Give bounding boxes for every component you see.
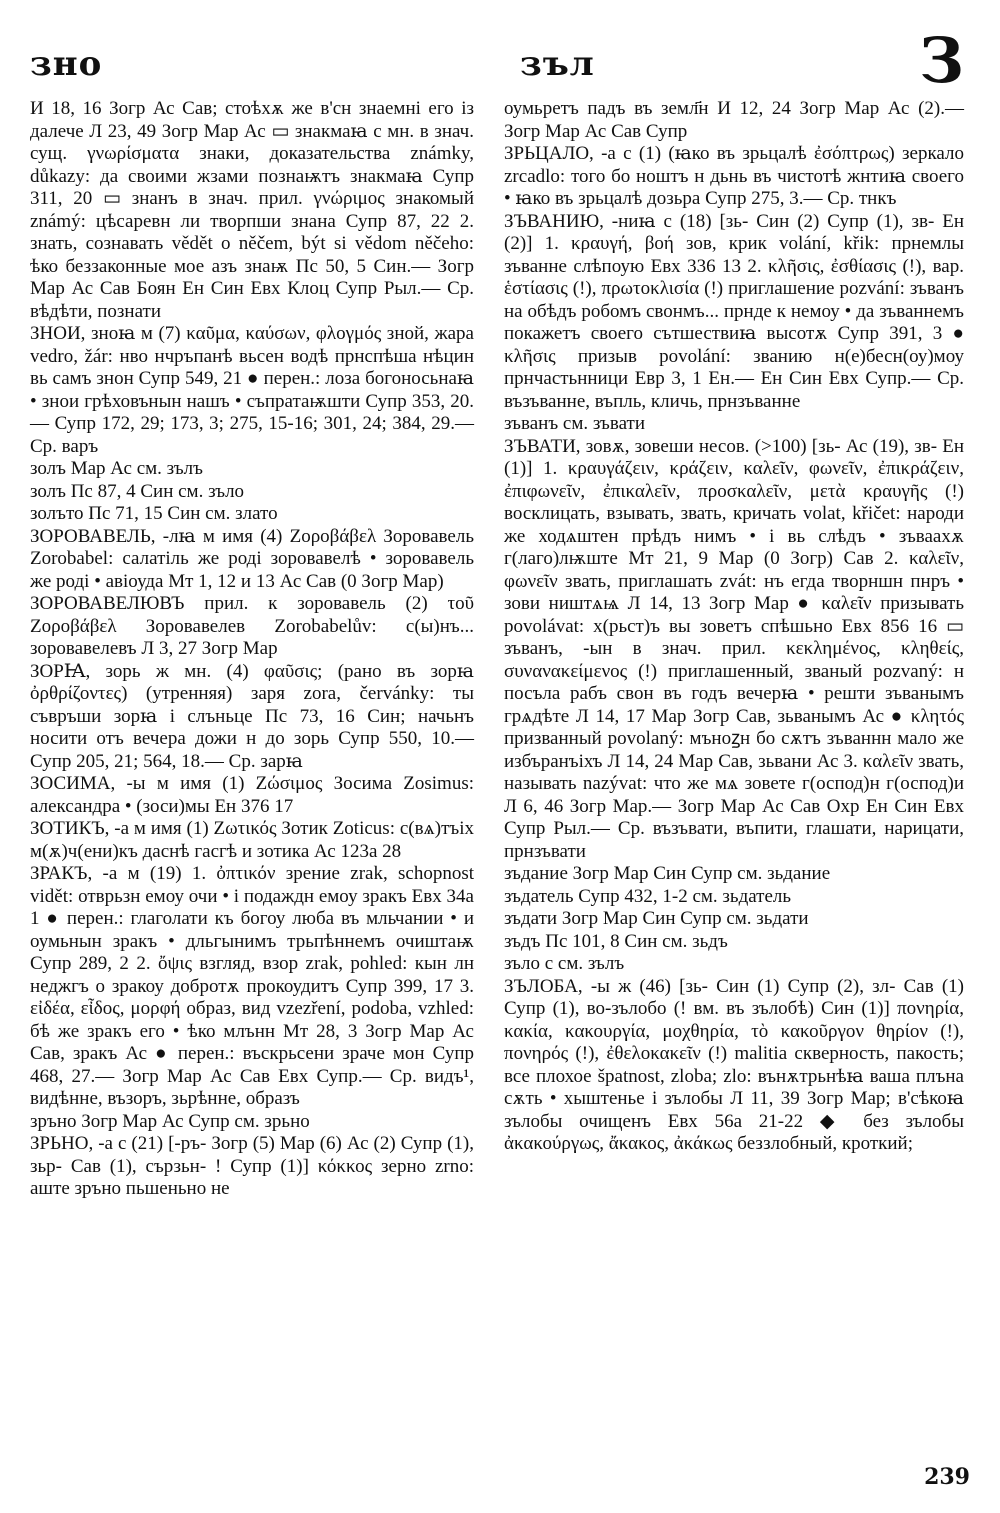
entry-crossref: золъто Пс 71, 15 Син см. злато bbox=[30, 503, 278, 524]
entry-zrno: ЗРЬНО, -а с (21) [-ръ- Зогр (5) Мар (6) Ас (2) Супр (1), зьр- Сав (1), сързьн- ! Супр (1)] κόκκος зерно zrno: аште зръно пьшеньно не bbox=[30, 1133, 474, 1199]
left-column bbox=[30, 98, 474, 1201]
entry-zorya: ЗОРꙖ, зорь ж мн. (4) φαῦσις; (рано въ зорꙗ ὀρθρίζοντες) (утренняя) заря zora, červánky: ты съвръши зорꙗ і слъньце Пс 73, 16 Син; начьнъ носити отъ вечера дожи н до зорь Супр 550, 10.— Супр 205, 21; 564, 18.— Ср. зарꙗ bbox=[30, 660, 474, 772]
entry-crossref: зъдати Зогр Мар Син Супр см. зьдати bbox=[504, 908, 809, 929]
entry-zotik: ЗОТИКЪ, -а м имя (1) Ζωτικός Зотик Zoticus: с(вѧ)тъіх м(ѫ)ч(ени)къ даснѣ гасгѣ и зотика Ас 123а 28 bbox=[30, 818, 474, 862]
entry-crossref: зръно Зогр Мар Ас Супр см. зрьно bbox=[30, 1110, 310, 1132]
right-running-head: зъл bbox=[520, 44, 595, 84]
entry-zvanie: ЗЪВАНИЮ, -ниꙗ с (18) [зь- Син (2) Супр (1), зв- Ен (2)] 1. κραυγή, βοή зов, крик volání, křik: прнемлы зъванне слѣпоую Евх 336 13 2. κλῆσις, ἐσθίασις (!), вар. ἑστίασις (!), πρωτοκλισία (!) приглашение pozvání: зъванъ на обѣдъ робомъ свонмъ... прнде к немоу • да зъваннемъ покажетъ своего сътшествиꙗ высотѫ Супр 391, 3 ● κλῆσις призыв povolání: званию н(е)бесн(оу)моу прнчастьнници Евр 3, 1 Ен.— Ен Син Евх Супр.— Ср. възъванне, въпль, кличь, прнзъванне bbox=[504, 210, 964, 412]
entry-crossref: зъдание Зогр Мар Син Супр см. зьдание bbox=[504, 863, 831, 884]
right-column bbox=[504, 98, 964, 1156]
entry-crossref: зъдатель Супр 432, 1-2 см. зьдатель bbox=[504, 885, 792, 907]
page-header bbox=[0, 0, 1000, 100]
left-running-head: зно bbox=[30, 44, 103, 84]
entry-zrak: ЗРАКЪ, -а м (19) 1. ὀπτικόν зрение zrak, schopnost vidět: отврьзн емоу очи • і подаждн емоу зракъ Евх 34а 1 ● перен.: глаголати къ богоу люба въ мльчании • и оумьнын зракъ • дльгынимъ трьпѣннемъ очиштаѭ Супр 289, 2 2. ὄψις взгляд, взор zrak, pohled: кын лн неджгъ о зракоу добротѫ прокоудитъ Супр 399, 17 3. εἰδέα, εἶδος, μορφή образ, вид vzezření, podoba, vzhled: бѣ же зракъ его • ѣко млънн Мт 28, 3 Зогр Мар Ас Сав, зракъ Ас ● перен.: въскрьсени зраче мон Супр 468, 27.— Зогр Мар Ас Сав Евх Супр.— Ср. видъ¹, видѣнне, възоръ, зьрѣнне, образъ bbox=[30, 863, 474, 1109]
entry-crossref: зъдъ Пс 101, 8 Син см. зьдъ bbox=[504, 930, 728, 952]
page-number: 239 bbox=[924, 1464, 970, 1490]
entry-zloba: ЗЪЛОБА, -ы ж (46) [зь- Син (1) Супр (2), зл- Сав (1) Супр (1), во-зълобо (! вм. въ зълобѣ) Син (1)] πονηρία, κακία, κακουργία, μοχθηρία, τὸ κακοῦργον θηρίον (!), πονηρός (!), ἐθελοκακεῖν (!) malitia скверность, пакость; все плохое špatnost, zloba; zlo: вънѫтрьнѣꙗ ваша плъна сѫть • хыштенье і зълобы Л 11, 39 Зогр Мар; в'сѣкоꙗ зълобы очищенъ Евх 56а 21-22 ◆ без зълобы ἀκακούργως, ἄκακος, ἀκάκως беззлобный, кроткий; bbox=[504, 975, 964, 1154]
entry-zorovavel: ЗОРОВАВЕЛЬ, -лꙗ м имя (4) Ζοροβάβελ Зоровавель Zorobabel: салатіль же роді зоровавелѣ • зоровавель же роді • авіоуда Мт 1, 12 и 13 Ас Сав (0 Зогр Мар) bbox=[30, 525, 474, 592]
entry-zorovavelyuv: ЗОРОВАВЕЛЮВЪ прил. к зоровавель (2) τοῦ Ζοροβάβελ Зоровавелев Zorobabelův: с(ы)нъ... зоровавелевъ Л 3, 27 Зогр Мар bbox=[30, 593, 474, 659]
entry-paragraph: оумьретъ падъ въ земл҃н И 12, 24 Зогр Мар Ас (2).— Зогр Мар Ас Сав Супр bbox=[504, 98, 964, 142]
entry-zosima: ЗОСИМА, -ы м имя (1) Ζώσιμος Зосима Zosimus: александра • (зоси)мы Ен 376 17 bbox=[30, 773, 474, 817]
section-letter: З bbox=[919, 24, 964, 97]
entry-paragraph: И 18, 16 Зогр Ас Сав; стоѣхѫ же в'сн знаемні его із далече Л 23, 49 Зогр Мар Ас ▭ знакмаꙗ с мн. в знач. сущ. γνωρίσματα знаки, доказательства známky, důkazy: да своими жзами познаѭтъ знакмаꙗ Супр 311, 20 ▭ знанъ в знач. прил. γνώριμος знакомый známý: цѣсаревн ли творпши знана Супр 87, 22 2. знать, сознавать vědět o něčem, být si vědom něčeho: ѣко беззаконные мое азъ знаѭ Пс 50, 5 Син.— Зогр Мар Ас Сав Боян Ен Син Евх Клоц Супр Рыл.— Ср. вѣдѣти, познати bbox=[30, 98, 474, 322]
entry-znoi: ЗНОИ, зноꙗ м (7) καῦμα, καύσων, φλογμός зной, жара vedro, žár: нво нчръпанѣ вьсен водѣ прнспѣша нѣцин вь самъ знон Супр 549, 21 ● перен.: лоза богоносьнаꙗ • знои грѣховънын нашъ • съпратаѭшти Супр 353, 20.— Супр 172, 29; 173, 3; 275, 15-16; 301, 24; 384, 29.— Ср. варъ bbox=[30, 323, 474, 457]
entry-zvati: ЗЪВАТИ, зовѫ, зовеши несов. (>100) [зь- Ас (19), зв- Ен (1)] 1. κραυγάζειν, κράζειν, καλεῖν, φωνεῖν, ἐπικράζειν, ἐπιφωνεῖν, ἐπικαλεῖν, προσκαλεῖν, μετὰ κραυγῆς (!) восклицать, взывать, звать, кричать volat, křičet: народи же ходѧштен прѣдъ нимъ • і вь слѣдъ • зъваахѫ г(лаго)лѭште Мт 21, 9 Мар (0 Зогр) Сав 2. καλεῖν, φωνεῖν звать, приглашать zvát: нъ егда творншн пнръ • зови ништѧѩ Л 14, 13 Зогр Мар ● καλεῖν призывать povolávat: х(рьст)ъ вы зоветъ спѣшьно Евх 856 16 ▭ зъванъ, -ын в знач. прил. κεκλημένος, κληθείς, συνανακείμενος (!) приглашенный, званый pozvaný: н посъла рабъ свон въ годъ вечерꙗ • решти зъванымъ грѧдѣте Л 14, 17 Мар Зогр Сав, зьванымъ Ас ● κλητός призванный povolaný: мъноꙁн бо сѫтъ зъваннн мало же избъранъіхъ Л 14, 24 Мар Сав, зьвани Ас 3. καλεῖν звать, называть nazývat: что же мѧ зовете г(оспод)н г(оспод)и Л 6, 46 Зогр Мар.— Зогр Мар Ас Сав Охр Ен Син Евх Супр Рыл.— Ср. възъвати, въпити, глашати, нарицати, прнзъвати bbox=[504, 435, 964, 862]
entry-crossref: золъ Мар Ас см. зълъ bbox=[30, 458, 203, 479]
entry-crossref: зъванъ см. зъвати bbox=[504, 413, 645, 434]
entry-zrcalo: ЗРЬЦАЛО, -а с (1) (ꙗко въ зрьцалѣ ἐσόπτρως) зеркало zrcadlo: того бо ноштъ н дьнь въ чистотѣ жнтиꙗ своего • ꙗко въ зрьцалѣ дозьра Супр 275, 3.— Ср. тнкъ bbox=[504, 143, 964, 209]
entry-crossref: золъ Пс 87, 4 Син см. зъло bbox=[30, 480, 245, 502]
entry-crossref: зъло с см. зълъ bbox=[504, 953, 625, 974]
